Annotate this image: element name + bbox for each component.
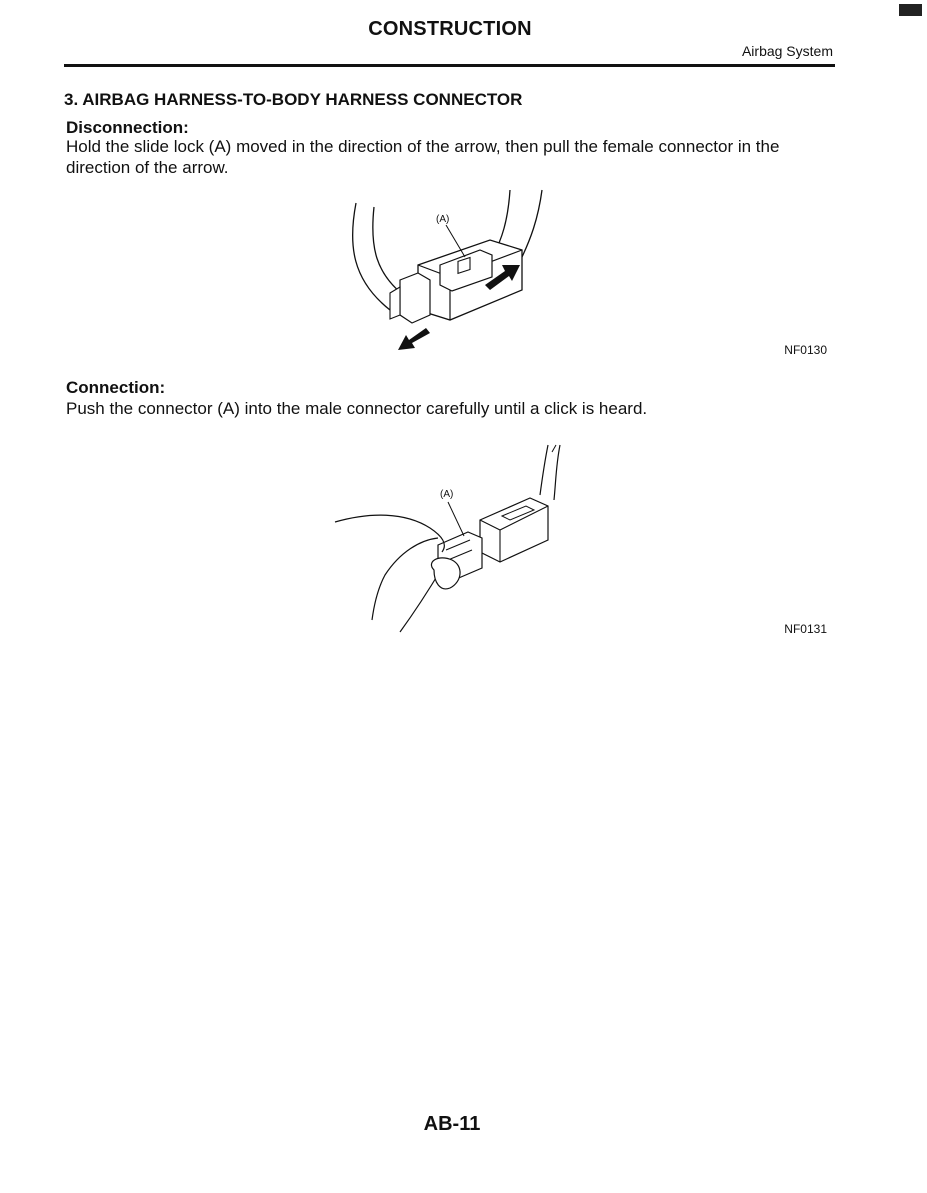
callout-label: (A)	[440, 489, 454, 500]
male-connector	[480, 498, 548, 562]
corner-tab-mark	[899, 4, 922, 16]
page-number: AB-11	[423, 1113, 481, 1135]
page-subtitle: Airbag System	[741, 43, 833, 59]
cable-line	[554, 445, 560, 500]
cable-line	[540, 445, 548, 495]
disconnection-heading: Disconnection:	[66, 118, 189, 137]
pull-direction-arrow-icon	[398, 328, 430, 350]
cable-line	[353, 203, 390, 310]
page-title: CONSTRUCTION	[368, 18, 532, 40]
figure-code: NF0131	[784, 622, 827, 636]
connection-illustration	[330, 440, 580, 640]
male-connector	[400, 273, 430, 323]
hand-outline	[335, 515, 444, 552]
connection-heading: Connection:	[66, 378, 166, 397]
disconnection-text: Hold the slide lock (A) moved in the direction of the arrow, then pull the female connector in the direction of the arrow.	[66, 137, 780, 177]
cable-line	[522, 190, 542, 257]
thumb-outline	[431, 558, 460, 589]
figure-code: NF0130	[784, 343, 827, 357]
disconnection-illustration	[330, 185, 570, 360]
header-divider	[64, 64, 835, 67]
connection-text: Push the connector (A) into the male connector carefully until a click is heard.	[66, 399, 648, 418]
callout-label: (A)	[436, 214, 450, 225]
section-title: 3. AIRBAG HARNESS-TO-BODY HARNESS CONNECTOR	[64, 90, 523, 109]
